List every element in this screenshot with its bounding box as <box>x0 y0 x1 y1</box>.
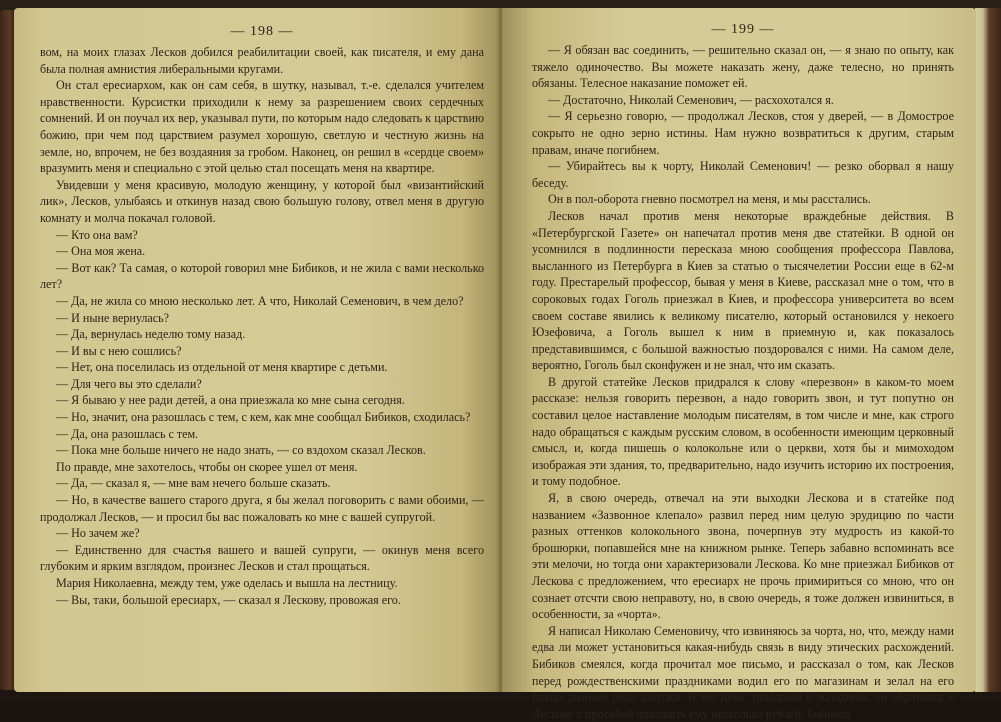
paragraph: — Я бываю у нее ради детей, а она приезжала ко мне сына сегодня. <box>56 393 405 408</box>
right-page-text <box>532 42 954 722</box>
paragraph: — Единственно для счастья вашего и вашей супруги, — окинув меня всего глубоким и ярким взглядом, произнес Лесков и стал прощаться. <box>40 542 484 574</box>
left-page-text <box>40 44 484 608</box>
paragraph: — Вы, таки, большой ересиарх, — сказал я Лескову, провожая его. <box>56 592 401 607</box>
right-page <box>502 8 976 721</box>
paragraph: — И ныне вернулась? <box>56 310 170 325</box>
paragraph: Лесков начал против меня некоторые враждебные действия. В «Петербургской Газете» он напечатал против меня две статейки. В одной он усомнился в подлинности пересказа мною сообщения профессора Павлова, высланного из Петербурга в Киев за статью о тысячелетии России еще в 62-м году. Престарелый профессор, бывая у меня в Киеве, рассказал мне о том, что в сороковых годах Гоголь приезжал в Киев, и профессора университета во всем своем составе явились к великому писателю, который остановился у некоего Юзефовича, а Гоголь вышел к ним в приемную и, как показалось представившимся, с большой важностью поздоровался с ними. На самом деле, вероятно, Гоголь был сконфужен и не знал, что им сказать. <box>532 208 954 373</box>
paragraph: Мария Николаевна, между тем, уже оделась и вышла на лестницу. <box>56 576 398 590</box>
paragraph: вом, на моих глазах Лесков добился реабилитации своей, как писателя, и ему дана была полная амнистия либеральными кругами. <box>40 45 484 76</box>
left-page-number: — 198 — <box>230 24 294 39</box>
paragraph: — Да, она разошлась с тем. <box>56 426 199 441</box>
paragraph: Он стал ересиархом, как он сам себя, в шутку, называл, т.-е. сделался учителем нравственности. Курсистки приходили к нему за разрешением своих сердечных сомнений. И он поучал их вер, указывал пути, по которым надо следовать к царствию божию, при чем под царствием разумел хорошую, светлую и честную жизнь на земле, но, впрочем, не без воздаяния за гробом. Наконец, он решил в «сердце своем» вразумить меня и специально с этой целью стал посещать меня на квартире. <box>40 78 484 176</box>
paragraph: — Для чего вы это сделали? <box>56 376 202 391</box>
paragraph: — Но зачем же? <box>56 526 140 541</box>
paragraph: Увидевши у меня красивую, молодую женщину, у которой был «византийский лик», Лесков, улыбаясь и откинув назад свою большую голову, отвел меня в другую комнату и молча покачал головой. <box>40 177 484 225</box>
paragraph: — Нет, она поселилась из отдельной от меня квартире с детьми. <box>56 360 388 375</box>
paragraph: — Она моя жена. <box>56 244 146 259</box>
paragraph: — Но, в качестве вашего старого друга, я бы желал поговорить с вами обоими, — продолжал Лесков, — и просил бы вас пожаловать ко мне с вашей супругой. <box>40 493 484 524</box>
paragraph: — Но, значит, она разошлась с тем, с кем, как мне сообщал Бибиков, сходилась? <box>56 410 471 425</box>
paragraph: — Да, вернулась неделю тому назад. <box>56 327 246 342</box>
paragraph: — Да, — сказал я, — мне вам нечего больше сказать. <box>56 476 331 491</box>
paragraph: Я, в свою очередь, отвечал на эти выходки Лескова и в статейке под названием «Зазвонное клепало» развил перед ним целую эрудицию по части разных оттенков колокольного звона, почерпнув эту мудрость из какой-то брошюрки, попавшейся мне на книжном рынке. Теперь забавно вспоминать все эти мелочи, но тогда они характеризовали Лескова. Ко мне приезжал Бибиков от Лескова с предложением, что ересиарх не прочь примириться со мною, что он сознает отсчти свою неправоту, но, в свою очередь, я тоже должен извиниться, в особенности, за «чорта». <box>532 491 954 622</box>
paragraph: Он в пол-оборота гневно посмотрел на меня, и мы расстались. <box>548 192 871 207</box>
paragraph: Я написал Николаю Семеновичу, что извиняюсь за чорта, но, что, между нами едва ли может установиться какая-нибудь связь в виду этических расхождений. Бибиков смеялся, когда прочитал мое письмо, и рассказал о том, как Лесков перед рождественскими праздниками водил его по магазинам и зелал на его глазах разного рода закупки. В тот день, голодный и холодный, он обратился к Лескову с просьбой одолжить ему несколько рублей. Бибиков <box>532 623 954 721</box>
paragraph: — И вы с нею сошлись? <box>56 343 182 358</box>
paragraph: — Пока мне больше ничего не надо знать, — со вздохом сказал Лесков. <box>56 443 426 458</box>
paragraph: — Я серьезно говорю, — продолжал Лесков, стоя у дверей, — в Домострое сокрыто не одно зерно истины. Нам нужно возвратиться к другим, старым правам, иначе погибнем. <box>532 109 954 157</box>
paragraph: В другой статейке Лесков придрался к слову «перезвон» в каком-то моем рассказе: нельзя говорить перезвон, а надо говорить звон, и тут попутно он составил целое наставление молодым писателям, в том числе и мне, как строго надо обращаться с каждым русским словом, в особенности имеющим церковный смысл, и, когда пишешь о колокольне или о церкви, хотя бы и мимоходом изображая эти здания, то, предварительно, надо изучить историю их построения, и тому подобное. <box>532 374 954 489</box>
paragraph: — Убирайтесь вы к чорту, Николай Семенович! — резко оборвал я нашу беседу. <box>532 159 954 190</box>
paragraph: — Достаточно, Николай Семенович, — расхохотался я. <box>548 92 834 107</box>
right-page-number: — 199 — <box>711 22 775 37</box>
paragraph: — Да, не жила со мною несколько лет. А что, Николай Семенович, в чем дело? <box>56 293 464 308</box>
paragraph: — Я обязан вас соединить, — решительно сказал он, — я знаю по опыту, как тяжело одиночество. Вы можете наказать жену, даже телесно, но принять обязаны. Телесное наказание поможет ей. <box>532 43 954 91</box>
paragraph: По правде, мне захотелось, чтобы он скорее ушел от меня. <box>56 459 358 474</box>
paragraph: — Вот как? Та самая, о которой говорил мне Бибиков, и не жила с вами несколько лет? <box>40 260 484 292</box>
paragraph: — Кто она вам? <box>56 227 138 242</box>
left-page <box>14 8 502 692</box>
book-cover-right-edge <box>975 8 1001 692</box>
